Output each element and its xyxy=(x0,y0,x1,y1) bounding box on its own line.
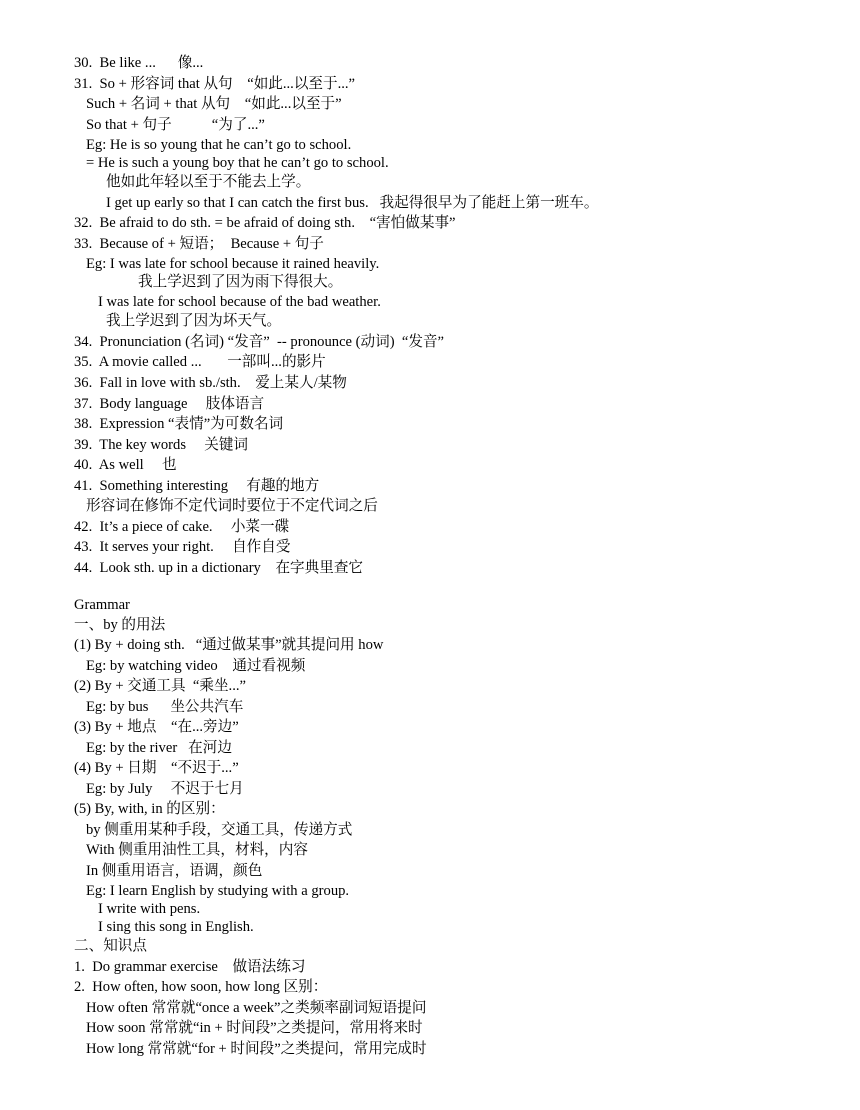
text-line: 30. Be like ... 像... xyxy=(74,55,204,71)
text-line: In 侧重用语言，语调，颜色 xyxy=(86,863,263,879)
text-line: 37. Body language 肢体语言 xyxy=(74,396,265,412)
text-line: Grammar xyxy=(74,597,130,613)
text-line: Eg: by the river 在河边 xyxy=(86,740,232,756)
text-line: 44. Look sth. up in a dictionary 在字典里查它 xyxy=(74,560,364,576)
text-line: I sing this song in English. xyxy=(98,919,254,935)
text-line: I write with pens. xyxy=(98,901,201,917)
text-line: 31. So + 形容词 that 从句 “如此...以至于...” xyxy=(74,76,356,92)
text-line: 38. Expression “表情”为可数名词 xyxy=(74,416,284,432)
text-line: Eg: by watching video 通过看视频 xyxy=(86,658,306,674)
text-line: (1) By + doing sth. “通过做某事”就其提问用 how xyxy=(74,637,384,653)
text-line: by 侧重用某种手段，交通工具，传递方式 xyxy=(86,822,353,838)
text-line: (2) By + 交通工具 “乘坐...” xyxy=(74,678,246,694)
text-line: 35. A movie called ... 一部叫...的影片 xyxy=(74,354,326,370)
text-line: 32. Be afraid to do sth. = be afraid of doing sth. “害怕做某事” xyxy=(74,215,456,231)
text-line: So that + 句子 “为了...” xyxy=(86,117,265,133)
text-line: 1. Do grammar exercise 做语法练习 xyxy=(74,959,306,975)
text-line: (5) By, with, in 的区别： xyxy=(74,801,225,817)
text-line: 42. It’s a piece of cake. 小菜一碟 xyxy=(74,519,290,535)
text-line: 34. Pronunciation (名词) “发音” -- pronounce (动词) “发音” xyxy=(74,334,445,350)
text-line: I was late for school because of the bad weather. xyxy=(98,294,381,310)
text-line: Eg: I was late for school because it rained heavily. xyxy=(86,256,380,272)
text-line: Eg: He is so young that he can’t go to school. xyxy=(86,137,352,153)
text-line: 40. As well 也 xyxy=(74,457,177,473)
text-line: 39. The key words 关键词 xyxy=(74,437,249,453)
text-line: I get up early so that I can catch the first bus. 我起得很早为了能赶上第一班车。 xyxy=(106,195,599,211)
text-line: 我上学迟到了因为坏天气。 xyxy=(106,313,282,329)
text-line: 我上学迟到了因为雨下得很大。 xyxy=(138,274,343,290)
text-line: 41. Something interesting 有趣的地方 xyxy=(74,478,320,494)
text-line: (4) By + 日期 “不迟于...” xyxy=(74,760,239,776)
text-line: How long 常常就“for + 时间段”之类提问，常用完成时 xyxy=(86,1041,427,1057)
text-line: How often 常常就“once a week”之类频率副词短语提问 xyxy=(86,1000,427,1016)
text-line: 形容词在修饰不定代词时要位于不定代词之后 xyxy=(86,498,378,514)
text-line: 二、知识点 xyxy=(74,938,147,954)
text-line: 他如此年轻以至于不能去上学。 xyxy=(106,174,311,190)
text-line: 2. How often, how soon, how long 区别： xyxy=(74,979,328,995)
text-line: Such + 名词 + that 从句 “如此...以至于” xyxy=(86,96,342,112)
text-line: With 侧重用油性工具，材料，内容 xyxy=(86,842,308,858)
text-line: Eg: by July 不迟于七月 xyxy=(86,781,244,797)
text-line: (3) By + 地点 “在...旁边” xyxy=(74,719,239,735)
text-line: How soon 常常就“in + 时间段”之类提问，常用将来时 xyxy=(86,1020,423,1036)
text-line: 33. Because of + 短语； Because + 句子 xyxy=(74,236,324,252)
text-line: = He is such a young boy that he can’t go to school. xyxy=(86,155,389,171)
text-line: 43. It serves your right. 自作自受 xyxy=(74,539,291,555)
text-line: 36. Fall in love with sb./sth. 爱上某人/某物 xyxy=(74,375,347,391)
text-line: Eg: by bus 坐公共汽车 xyxy=(86,699,244,715)
text-line: 一、by 的用法 xyxy=(74,617,166,633)
text-line: Eg: I learn English by studying with a group. xyxy=(86,883,350,899)
